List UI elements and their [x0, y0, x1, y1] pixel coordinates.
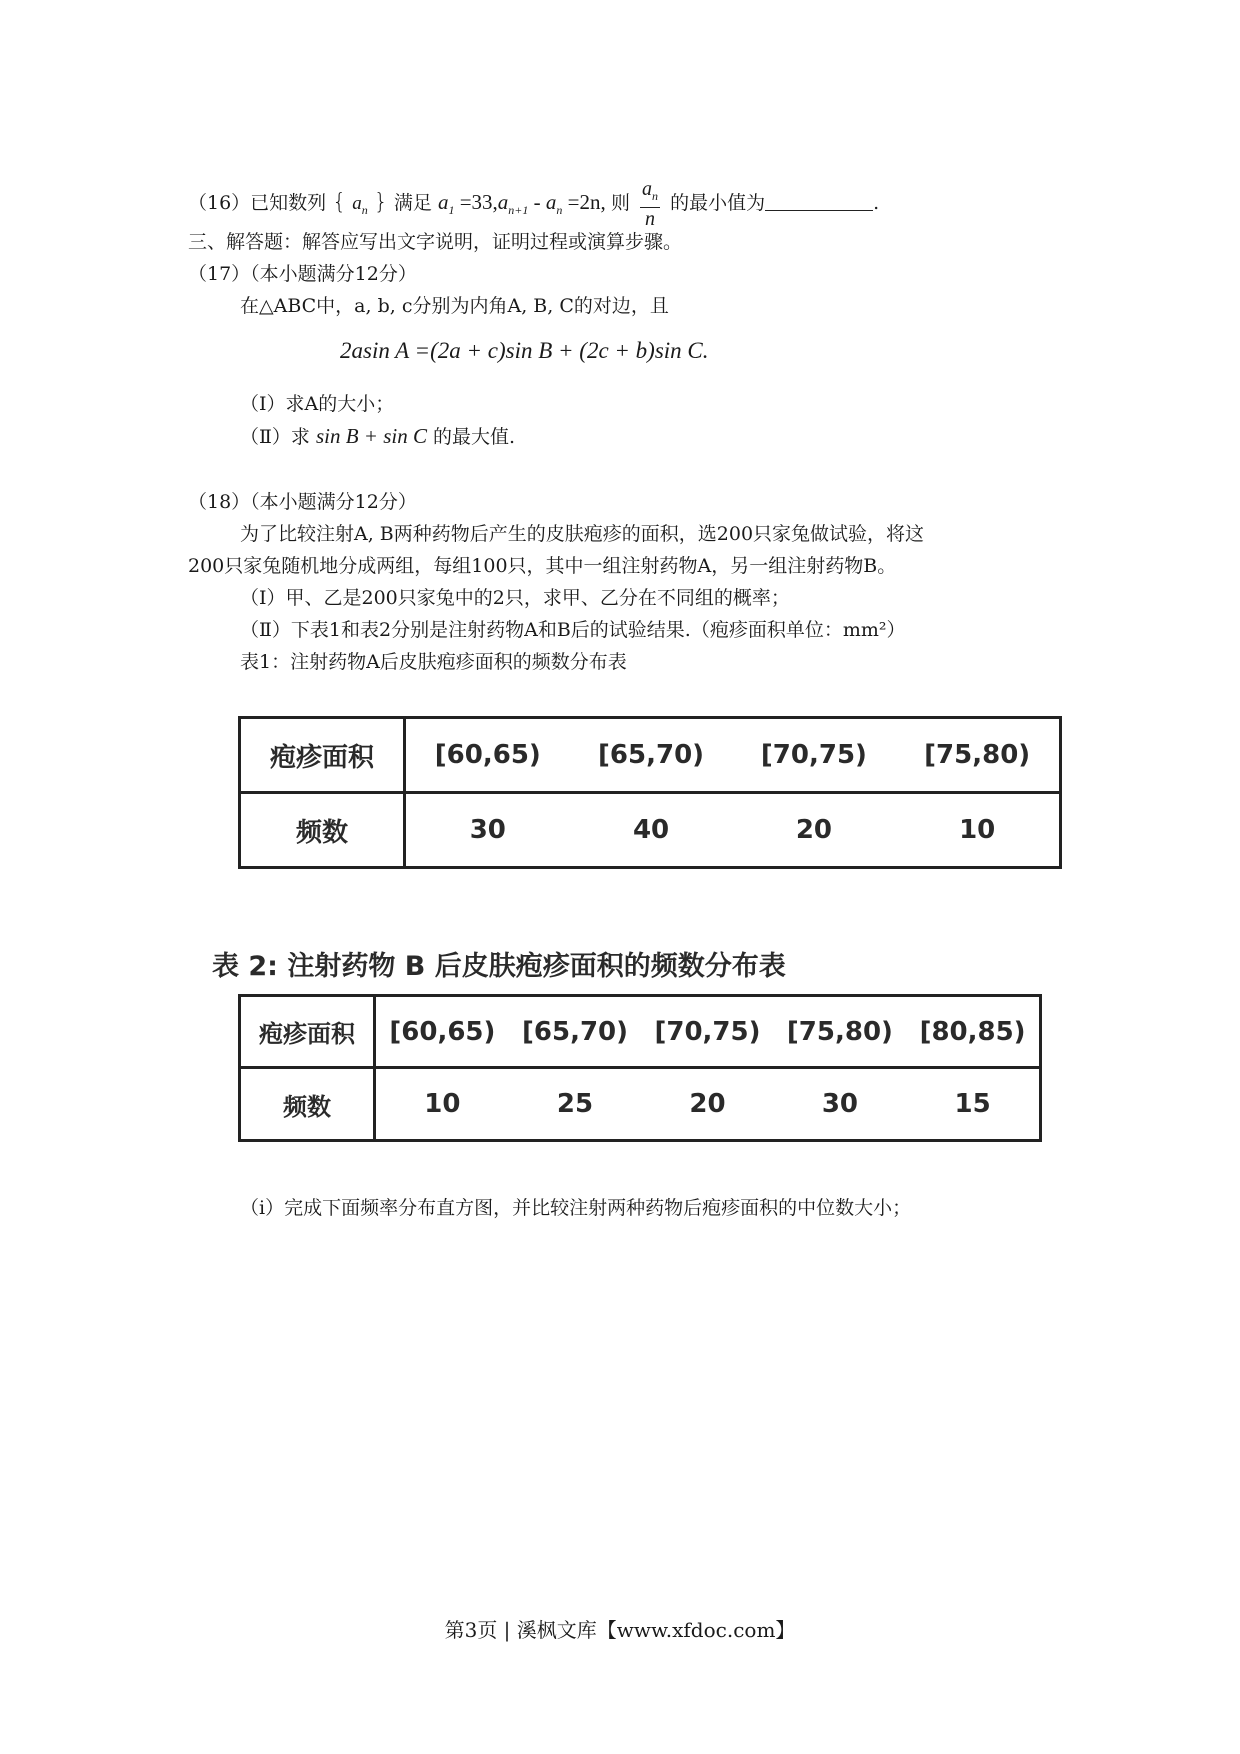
- q17-title: （17）（本小题满分12分）: [188, 263, 417, 285]
- table1-count: 20: [732, 793, 895, 868]
- question-16: [188, 178, 879, 230]
- q17-part1: （Ⅰ）求A的大小；: [240, 393, 395, 415]
- table1: [238, 716, 1062, 869]
- q16-condition: $a_1 =33,a_{n+1} - a_n =2n$,: [437, 190, 606, 217]
- q16-prefix: （16）已知数列: [188, 192, 327, 214]
- q16-satisfy: 满足: [393, 192, 432, 214]
- table1-count: 10: [895, 793, 1060, 868]
- brace-right-icon: }: [373, 190, 388, 215]
- q18-part2-i: （ⅰ）完成下面频率分布直方图，并比较注射两种药物后疱疹面积的中位数大小；: [240, 1197, 912, 1219]
- table2-interval: [60,65): [375, 996, 509, 1068]
- q17-part2: （Ⅱ）求 sin B + sin C 的最大值.: [240, 424, 516, 448]
- table1-interval: [70,75): [732, 718, 895, 793]
- table2-count: 30: [774, 1068, 906, 1141]
- table1-caption: 表1：注射药物A后皮肤疱疹面积的频数分布表: [240, 651, 627, 673]
- table1-header-count: 频数: [240, 793, 405, 868]
- brace-left-icon: {: [332, 190, 347, 215]
- table2-count: 15: [906, 1068, 1040, 1141]
- table1-count: 40: [570, 793, 733, 868]
- table2-header-count: 频数: [240, 1068, 375, 1141]
- q18-part1: （Ⅰ）甲、乙是200只家兔中的2只，求甲、乙分在不同组的概率；: [240, 587, 790, 609]
- q17-body: 在△ABC中，a, b, c分别为内角A, B, C的对边，且: [240, 295, 669, 317]
- table2-count: 20: [641, 1068, 773, 1141]
- table2-interval: [80,85): [906, 996, 1040, 1068]
- table2: [238, 994, 1042, 1142]
- table2-interval: [70,75): [641, 996, 773, 1068]
- table1-interval: [60,65): [405, 718, 570, 793]
- q18-part2: （Ⅱ）下表1和表2分别是注射药物A和B后的试验结果.（疱疹面积单位：mm²）: [240, 619, 906, 641]
- q16-suffix: 的最小值为: [670, 192, 766, 214]
- table1-count: 30: [405, 793, 570, 868]
- table2-interval: [75,80): [774, 996, 906, 1068]
- q18-title: （18）（本小题满分12分）: [188, 491, 417, 513]
- table2-caption: 表 2: 注射药物 B 后皮肤疱疹面积的频数分布表: [212, 951, 786, 982]
- table1-header-area: 疱疹面积: [240, 718, 405, 793]
- section-3-heading: 三、解答题：解答应写出文字说明，证明过程或演算步骤。: [188, 231, 683, 253]
- table2-interval: [65,70): [509, 996, 641, 1068]
- q16-then: 则: [610, 192, 630, 214]
- table1-interval: [75,80): [895, 718, 1060, 793]
- q16-end: .: [873, 192, 880, 214]
- q18-line2: 200只家兔随机地分成两组，每组100只，其中一组注射药物A，另一组注射药物B。: [188, 555, 897, 577]
- q18-line1: 为了比较注射A, B两种药物后产生的皮肤疱疹的面积，选200只家兔做试验，将这: [240, 523, 925, 545]
- answer-blank: [765, 192, 873, 211]
- q17-formula: 2asin A =(2a + c)sin B + (2c + b)sin C.: [340, 338, 709, 363]
- table2-count: 10: [375, 1068, 509, 1141]
- page-footer: 第3页 | 溪枫文库【www.xfdoc.com】: [444, 1618, 796, 1642]
- q17-part2-formula: sin B + sin C: [315, 424, 427, 448]
- table2-count: 25: [509, 1068, 641, 1141]
- table2-header-area: 疱疹面积: [240, 996, 375, 1068]
- table1-interval: [65,70): [570, 718, 733, 793]
- q16-fraction: $\frac{a_n}{n}$: [642, 178, 659, 230]
- q16-seq: $a_n$: [352, 193, 368, 217]
